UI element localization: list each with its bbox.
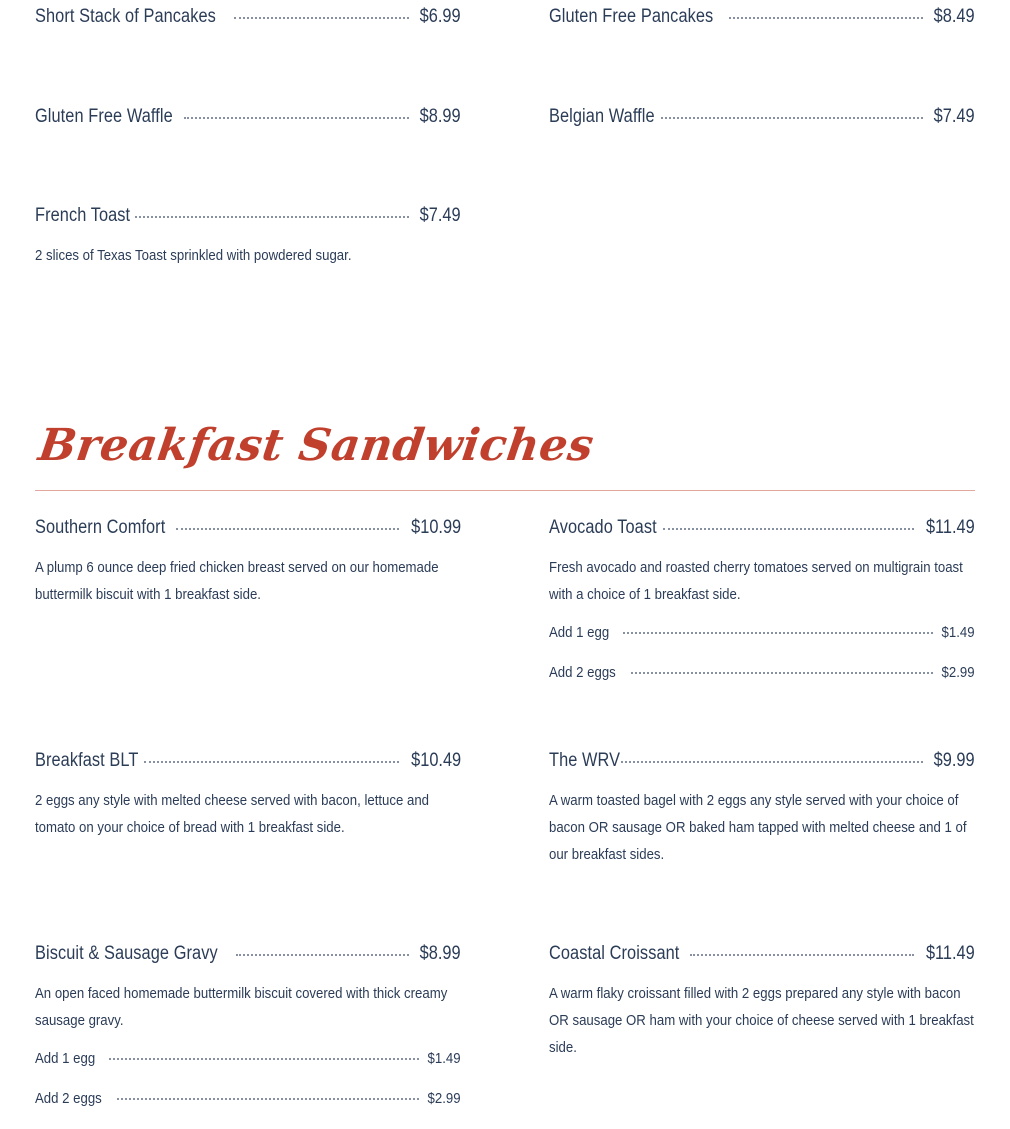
addon-name: Add 1 egg [35, 1050, 96, 1067]
menu-item-french-toast [35, 205, 461, 269]
menu-item-southern-comfort [35, 517, 461, 608]
item-name: Biscuit & Sausage Gravy [35, 943, 218, 964]
menu-item-short-stack [35, 6, 461, 28]
item-description: 2 slices of Texas Toast sprinkled with powdered sugar. [35, 247, 352, 264]
dot-leader [184, 117, 409, 119]
addon-row [35, 1050, 461, 1068]
item-name: Gluten Free Pancakes [549, 6, 714, 27]
addon-row [549, 624, 975, 642]
dot-leader [623, 632, 933, 634]
item-name: Gluten Free Waffle [35, 106, 173, 127]
dot-leader [109, 1058, 419, 1060]
item-price: $11.49 [926, 943, 975, 964]
item-description: A warm toasted bagel with 2 eggs any style served with your choice of bacon OR sausage OR baked ham tapped with melted cheese and 1 of our breakfast sides. [549, 792, 967, 863]
item-price: $6.99 [420, 6, 461, 27]
menu-item-avocado-toast [549, 517, 975, 682]
item-name: Coastal Croissant [549, 943, 680, 964]
dot-leader [236, 954, 409, 956]
item-name: Breakfast BLT [35, 750, 139, 771]
item-name: Avocado Toast [549, 517, 657, 538]
dot-leader [690, 954, 915, 956]
addon-name: Add 2 eggs [35, 1090, 102, 1107]
dot-leader [117, 1098, 420, 1100]
item-price: $9.99 [934, 750, 975, 771]
item-price: $8.49 [934, 6, 975, 27]
menu-item-gluten-free-pancakes [549, 6, 975, 28]
dot-leader [621, 761, 924, 763]
item-description: A plump 6 ounce deep fried chicken breast served on our homemade buttermilk biscuit with 1 breakfast side. [35, 559, 439, 603]
item-name: The WRV [549, 750, 621, 771]
dot-leader [663, 528, 914, 530]
item-price: $7.49 [934, 106, 975, 127]
dot-leader [631, 672, 934, 674]
dot-leader [144, 761, 399, 763]
item-price: $11.49 [926, 517, 975, 538]
item-price: $8.99 [420, 106, 461, 127]
menu-item-coastal-croissant [549, 943, 975, 1061]
menu-item-biscuit-sausage-gravy [35, 943, 461, 1108]
item-description: Fresh avocado and roasted cherry tomatoes served on multigrain toast with a choice of 1 breakfast side. [549, 559, 963, 603]
item-price: $10.49 [411, 750, 461, 771]
section-title-breakfast-sandwiches: Breakfast Sandwiches [35, 420, 597, 471]
item-price: $10.99 [411, 517, 461, 538]
item-description: A warm flaky croissant filled with 2 eggs prepared any style with bacon OR sausage OR ham with your choice of cheese served with 1 breakfast side. [549, 985, 974, 1056]
addon-price: $2.99 [941, 664, 975, 681]
addon-row [549, 664, 975, 682]
section-divider [35, 490, 975, 491]
item-name: Southern Comfort [35, 517, 166, 538]
item-description: 2 eggs any style with melted cheese served with bacon, lettuce and tomato on your choice of bread with 1 breakfast side. [35, 792, 430, 836]
menu-item-gluten-free-waffle [35, 106, 461, 128]
item-price: $7.49 [420, 205, 461, 226]
menu-item-breakfast-blt [35, 750, 461, 841]
addon-name: Add 2 eggs [549, 664, 616, 681]
dot-leader [176, 528, 399, 530]
dot-leader [135, 216, 410, 218]
item-name: Belgian Waffle [549, 106, 655, 127]
item-description: An open faced homemade buttermilk biscuit covered with thick creamy sausage gravy. [35, 985, 448, 1029]
dot-leader [661, 117, 924, 119]
addon-price: $1.49 [427, 1050, 461, 1067]
dot-leader [234, 17, 409, 19]
item-name: Short Stack of Pancakes [35, 6, 216, 27]
item-name: French Toast [35, 205, 131, 226]
menu-item-belgian-waffle [549, 106, 975, 128]
addon-price: $2.99 [427, 1090, 461, 1107]
addon-price: $1.49 [941, 624, 975, 641]
addon-row [35, 1090, 461, 1108]
item-price: $8.99 [420, 943, 461, 964]
menu-item-the-wrv [549, 750, 975, 868]
dot-leader [729, 17, 923, 19]
addon-name: Add 1 egg [549, 624, 610, 641]
